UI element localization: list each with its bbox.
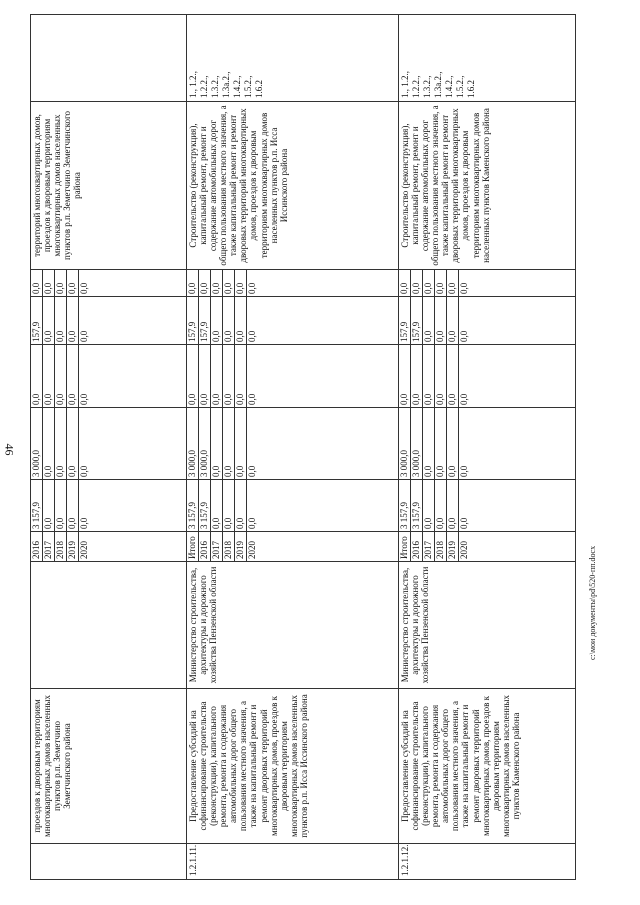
program-measures-table bbox=[30, 14, 576, 880]
measure-row bbox=[31, 15, 187, 880]
extra-budget-amount-column bbox=[187, 270, 399, 297]
local-amount: 157,9 bbox=[187, 296, 199, 345]
local-amount: 0,0 bbox=[459, 330, 469, 342]
year-cell-column bbox=[399, 532, 576, 562]
year-cell: 2017 bbox=[211, 531, 223, 562]
total-amount-column bbox=[399, 480, 576, 532]
regional-amount: 0,0 bbox=[399, 344, 411, 408]
year-cell: Итого bbox=[187, 531, 199, 562]
total-amount: 0,0 bbox=[459, 517, 469, 529]
regional-amount: 0,0 bbox=[223, 344, 235, 408]
responsible-executor: Министерство строительства, архитектуры и дорожного хозяйства Пензенской области bbox=[399, 562, 576, 689]
measure-id bbox=[31, 844, 187, 880]
year-cell: 2017 bbox=[423, 531, 435, 562]
indicator-codes bbox=[399, 15, 576, 102]
regional-amount: 0,0 bbox=[187, 344, 199, 408]
year-cell: 2019 bbox=[235, 531, 247, 562]
regional-amount: 0,0 bbox=[247, 393, 257, 405]
local-amount: 0,0 bbox=[223, 296, 235, 345]
federal-amount: 3 000,0 bbox=[411, 407, 423, 480]
federal-amount: 0,0 bbox=[211, 407, 223, 480]
regional-amount: 0,0 bbox=[211, 344, 223, 408]
measure-name: Предоставление субсидий на софинансирование строительства (реконструкции), капитального ремонта, ремонта и содержания автомобильных дорог общего пользования местного значения, а также на капитальный ремонт и ремонт дворовых территорий многоквартирных домов, проездов к дворовым территориям многоквартирных домов населенных пунктов р.п. Исса Иссинского района bbox=[187, 689, 399, 844]
local-amount: 157,9 bbox=[31, 296, 43, 345]
responsible-executor: Министерство строительства, архитектуры и дорожного хозяйства Пензенской области bbox=[187, 562, 399, 689]
year-cell: 2020 bbox=[79, 541, 89, 559]
local-amount-column bbox=[187, 297, 399, 345]
measure-name: Предоставление субсидий на софинансирование строительства (реконструкции), капитального ремонта, ремонта и содержания автомобильных дорог общего пользования местного значения, а также на капитальный ремонт и ремонт дворовых территорий многоквартирных домов, проездов к дворовым территориям многоквартирных домов населенных пунктов Каменского района bbox=[399, 689, 576, 844]
expected-result: Строительство (реконструкция), капитальный ремонт, ремонт и содержание автомобильных дорог общего пользования местного значения, а также капитальный ремонт и ремонт дворовых территорий многоквартирных домов, проездов к дворовым территориям многоквартирных домов населенных пунктов р.п. Исса Иссинского района bbox=[187, 102, 399, 270]
year-cell: 2016 bbox=[31, 531, 43, 562]
regional-amount: 0,0 bbox=[55, 344, 67, 408]
federal-amount: 0,0 bbox=[67, 407, 79, 480]
regional-amount: 0,0 bbox=[435, 344, 447, 408]
total-amount: 3 157,9 bbox=[199, 479, 211, 532]
year-cell-column bbox=[31, 532, 187, 562]
indicator-code: 1.2.2., bbox=[411, 75, 421, 98]
local-amount: 0,0 bbox=[79, 330, 89, 342]
indicator-code: 1.6.2 bbox=[254, 80, 264, 98]
year-cell: 2017 bbox=[43, 531, 55, 562]
extra-budget-amount: 0,0 bbox=[423, 269, 435, 297]
total-amount: 0,0 bbox=[211, 479, 223, 532]
measure-id: 1.2.1.11. bbox=[187, 844, 399, 880]
extra-budget-amount: 0,0 bbox=[411, 269, 423, 297]
regional-amount: 0,0 bbox=[235, 344, 247, 408]
total-amount: 3 157,9 bbox=[411, 479, 423, 532]
regional-amount: 0,0 bbox=[447, 344, 459, 408]
measure-id: 1.2.1.12. bbox=[399, 844, 576, 880]
indicator-code: 1., 1.2., bbox=[400, 71, 410, 98]
total-amount: 0,0 bbox=[55, 479, 67, 532]
regional-amount: 0,0 bbox=[411, 344, 423, 408]
indicator-code: 1.3а.2., bbox=[433, 71, 443, 98]
local-amount: 0,0 bbox=[423, 296, 435, 345]
total-amount: 0,0 bbox=[223, 479, 235, 532]
federal-amount: 3 000,0 bbox=[31, 407, 43, 480]
footer-file-path: c:\мои документы\pd\520-пп.docx bbox=[588, 545, 597, 660]
measure-name: проездов к дворовым территориям многоквартирных домов населенных пунктов р.п. Земетчино Земетчинского района bbox=[31, 689, 187, 844]
local-amount: 0,0 bbox=[247, 330, 257, 342]
federal-amount: 0,0 bbox=[423, 407, 435, 480]
local-amount-column bbox=[399, 297, 576, 345]
local-amount: 157,9 bbox=[399, 296, 411, 345]
federal-amount: 0,0 bbox=[79, 465, 89, 477]
local-amount-column bbox=[31, 297, 187, 345]
regional-amount: 0,0 bbox=[459, 393, 469, 405]
total-amount: 0,0 bbox=[447, 479, 459, 532]
rotated-table-canvas bbox=[30, 15, 575, 880]
year-cell: 2016 bbox=[199, 531, 211, 562]
federal-amount: 0,0 bbox=[459, 465, 469, 477]
total-amount: 0,0 bbox=[247, 517, 257, 529]
year-cell: 2018 bbox=[55, 531, 67, 562]
local-amount: 0,0 bbox=[235, 296, 247, 345]
extra-budget-amount: 0,0 bbox=[235, 269, 247, 297]
year-cell: 2020 bbox=[459, 541, 469, 559]
total-amount: 0,0 bbox=[43, 479, 55, 532]
local-amount: 0,0 bbox=[55, 296, 67, 345]
extra-budget-amount: 0,0 bbox=[459, 282, 469, 294]
year-cell: 2018 bbox=[223, 531, 235, 562]
federal-amount-column bbox=[31, 408, 187, 480]
indicator-code: 1.3.2., bbox=[210, 75, 220, 98]
total-amount: 0,0 bbox=[235, 479, 247, 532]
federal-amount: 3 000,0 bbox=[199, 407, 211, 480]
indicator-code: 1., 1.2., bbox=[188, 71, 198, 98]
year-cell: 2018 bbox=[435, 531, 447, 562]
extra-budget-amount-column bbox=[31, 270, 187, 297]
extra-budget-amount: 0,0 bbox=[211, 269, 223, 297]
local-amount: 157,9 bbox=[199, 296, 211, 345]
federal-amount: 3 000,0 bbox=[187, 407, 199, 480]
indicator-code: 1.5.2., bbox=[455, 75, 465, 98]
extra-budget-amount: 0,0 bbox=[55, 269, 67, 297]
indicator-code: 1.4.2., bbox=[232, 75, 242, 98]
expected-result: территорий многоквартирных домов, проездов к дворовым территориям многоквартирных домов населенных пунктов р.п. Земетчино Земетчинского района bbox=[31, 102, 187, 270]
indicator-code: 1.2.2., bbox=[199, 75, 209, 98]
indicator-code: 1.3а.2., bbox=[221, 71, 231, 98]
total-amount: 0,0 bbox=[79, 517, 89, 529]
expected-result: Строительство (реконструкция), капитальный ремонт, ремонт и содержание автомобильных дорог общего пользования местного значения, а также капитальный ремонт и ремонт дворовых территорий многоквартирных домов, проездов к дворовым территориям многоквартирных домов населенных пунктов Каменского района bbox=[399, 102, 576, 270]
regional-amount-column bbox=[31, 345, 187, 408]
measure-row bbox=[399, 15, 576, 880]
year-cell-column bbox=[187, 532, 399, 562]
indicator-code: 1.4.2., bbox=[444, 75, 454, 98]
local-amount: 0,0 bbox=[67, 296, 79, 345]
local-amount: 0,0 bbox=[435, 296, 447, 345]
year-cell: Итого bbox=[399, 531, 411, 562]
local-amount: 0,0 bbox=[43, 296, 55, 345]
federal-amount: 0,0 bbox=[223, 407, 235, 480]
total-amount: 0,0 bbox=[435, 479, 447, 532]
responsible-executor bbox=[31, 562, 187, 689]
extra-budget-amount: 0,0 bbox=[31, 269, 43, 297]
extra-budget-amount: 0,0 bbox=[447, 269, 459, 297]
local-amount: 0,0 bbox=[447, 296, 459, 345]
total-amount: 3 157,9 bbox=[187, 479, 199, 532]
extra-budget-amount: 0,0 bbox=[435, 269, 447, 297]
year-cell: 2016 bbox=[411, 531, 423, 562]
extra-budget-amount-column bbox=[399, 270, 576, 297]
year-cell: 2019 bbox=[447, 531, 459, 562]
federal-amount: 0,0 bbox=[435, 407, 447, 480]
federal-amount-column bbox=[187, 408, 399, 480]
federal-amount: 0,0 bbox=[447, 407, 459, 480]
total-amount: 0,0 bbox=[423, 479, 435, 532]
federal-amount: 0,0 bbox=[55, 407, 67, 480]
extra-budget-amount: 0,0 bbox=[67, 269, 79, 297]
extra-budget-amount: 0,0 bbox=[247, 282, 257, 294]
total-amount-column bbox=[187, 480, 399, 532]
year-cell: 2019 bbox=[67, 531, 79, 562]
regional-amount: 0,0 bbox=[199, 344, 211, 408]
extra-budget-amount: 0,0 bbox=[43, 269, 55, 297]
measure-row bbox=[187, 15, 399, 880]
extra-budget-amount: 0,0 bbox=[199, 269, 211, 297]
local-amount: 0,0 bbox=[211, 296, 223, 345]
total-amount: 3 157,9 bbox=[31, 479, 43, 532]
indicator-code: 1.5.2., bbox=[243, 75, 253, 98]
total-amount: 3 157,9 bbox=[399, 479, 411, 532]
extra-budget-amount: 0,0 bbox=[187, 269, 199, 297]
regional-amount-column bbox=[399, 345, 576, 408]
total-amount: 0,0 bbox=[67, 479, 79, 532]
indicator-codes bbox=[31, 15, 187, 102]
federal-amount: 3 000,0 bbox=[399, 407, 411, 480]
regional-amount-column bbox=[187, 345, 399, 408]
extra-budget-amount: 0,0 bbox=[79, 282, 89, 294]
indicator-code: 1.6.2 bbox=[466, 80, 476, 98]
regional-amount: 0,0 bbox=[43, 344, 55, 408]
extra-budget-amount: 0,0 bbox=[223, 269, 235, 297]
extra-budget-amount: 0,0 bbox=[399, 269, 411, 297]
federal-amount: 0,0 bbox=[235, 407, 247, 480]
page-number: 46 bbox=[2, 443, 17, 456]
indicator-codes bbox=[187, 15, 399, 102]
year-cell: 2020 bbox=[247, 541, 257, 559]
federal-amount: 0,0 bbox=[247, 465, 257, 477]
regional-amount: 0,0 bbox=[67, 344, 79, 408]
total-amount-column bbox=[31, 480, 187, 532]
regional-amount: 0,0 bbox=[423, 344, 435, 408]
regional-amount: 0,0 bbox=[79, 393, 89, 405]
indicator-code: 1.3.2., bbox=[422, 75, 432, 98]
local-amount: 157,9 bbox=[411, 296, 423, 345]
federal-amount-column bbox=[399, 408, 576, 480]
federal-amount: 0,0 bbox=[43, 407, 55, 480]
regional-amount: 0,0 bbox=[31, 344, 43, 408]
